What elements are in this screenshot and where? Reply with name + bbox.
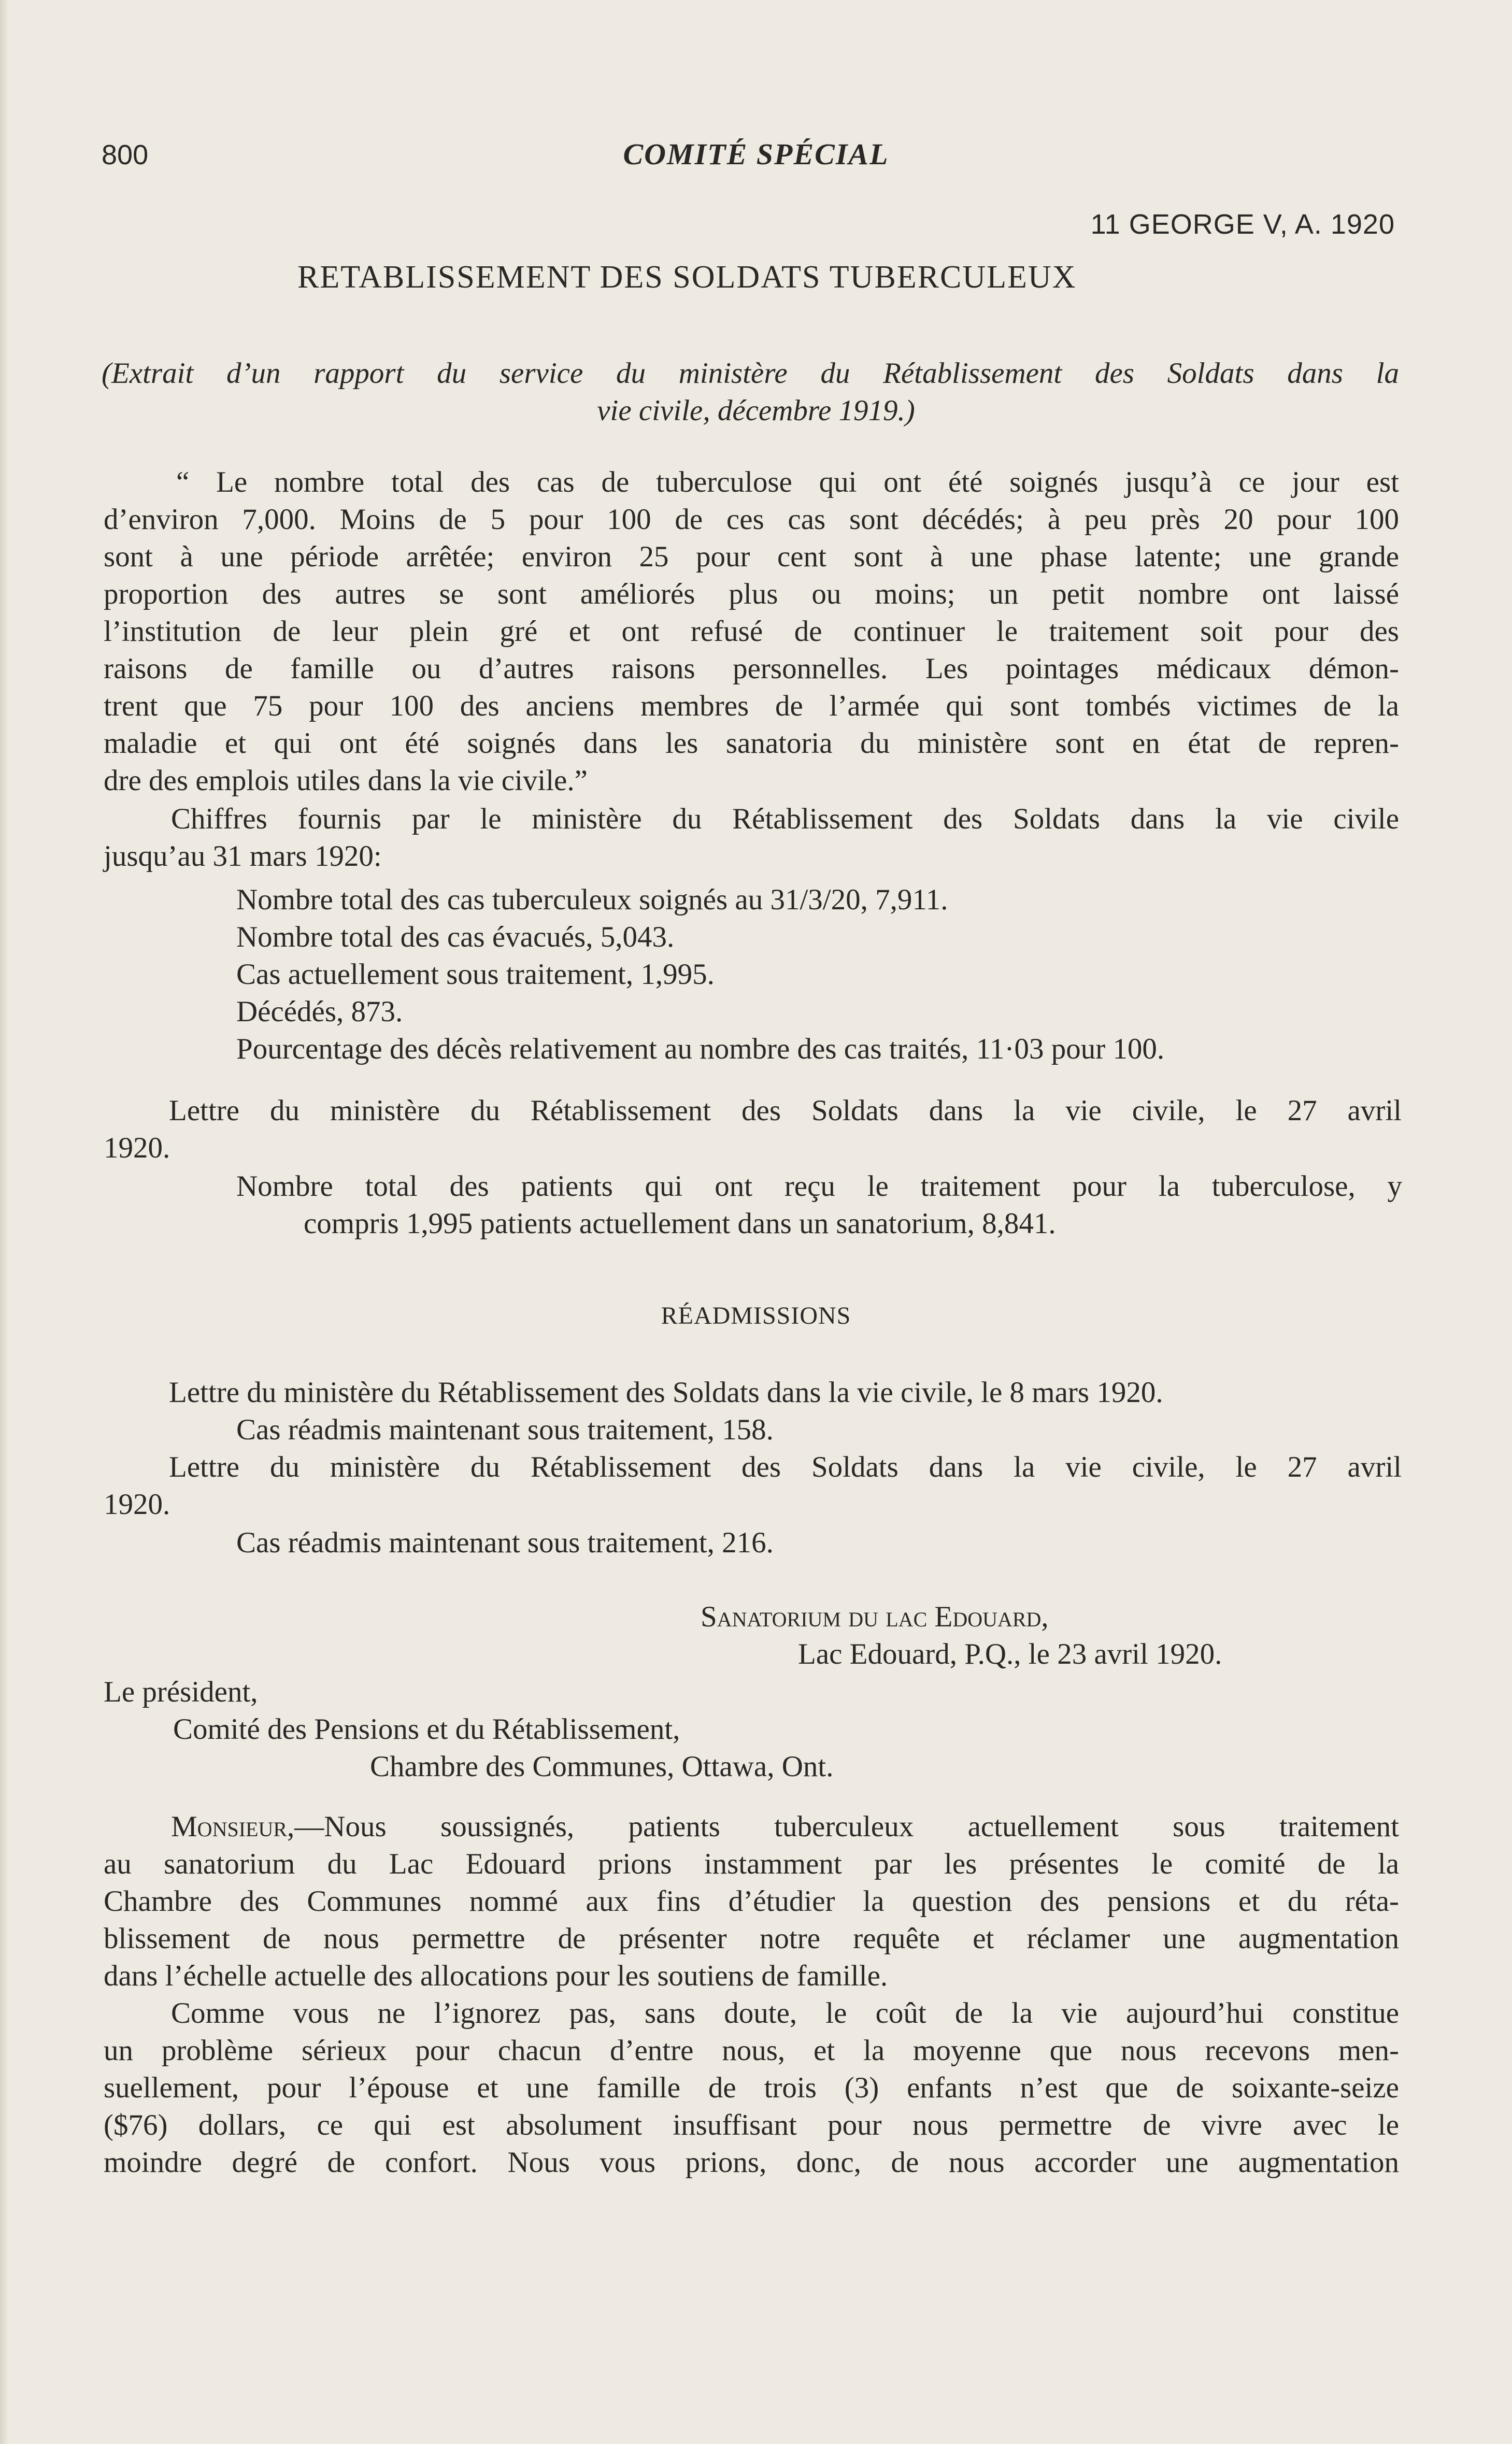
text-line: un problème sérieux pour chacun d’entre nous, et la moyenne que nous recevons men- — [104, 2034, 1399, 2067]
addressee-line-1: Le président, — [104, 1676, 258, 1708]
text-line-part: —Nous soussignés, patients tuberculeux actuellement sous traitement — [294, 1810, 1399, 1843]
readmission-april-detail: Cas réadmis maintenant sous traitement, 216. — [236, 1526, 774, 1559]
running-title: COMITÉ SPÉCIAL — [623, 137, 889, 171]
text-line: Lettre du ministère du Rétablissement des Soldats dans la vie civile, le 27 avril — [169, 1451, 1402, 1483]
figures-intro — [104, 801, 1399, 875]
section-title: RETABLISSEMENT DES SOLDATS TUBERCULEUX — [297, 260, 1077, 295]
text-line: Nombre total des patients qui ont reçu le traitement pour la tuberculose, y — [236, 1170, 1402, 1203]
text-line: l’institution de leur plein gré et ont refusé de continuer le traitement soit pour des — [104, 615, 1399, 648]
text-line: jusqu’au 31 mars 1920: — [104, 840, 382, 873]
extract-note-line-2: vie civile, décembre 1919.) — [597, 394, 915, 427]
text-line: 1920. — [104, 1488, 170, 1521]
text-line: trent que 75 pour 100 des anciens membres de l’armée qui sont tombés victimes de la — [104, 690, 1399, 722]
text-line: moindre degré de confort. Nous vous prions, donc, de nous accorder une augmentation — [104, 2146, 1399, 2179]
text-line: “ Le nombre total des cas de tuberculose qui ont été soignés jusqu’à ce jour est — [176, 466, 1399, 498]
text-line: Chiffres fournis par le ministère du Rétablissement des Soldats dans la vie civile — [171, 803, 1399, 835]
text-line: ($76) dollars, ce qui est absolument insuffisant pour nous permettre de vivre avec le — [104, 2109, 1399, 2141]
text-line: proportion des autres se sont améliorés plus ou moins; un petit nombre ont laissé — [104, 578, 1399, 610]
text-line: dre des emplois utiles dans la vie civile.” — [104, 764, 588, 797]
scan-edge-left — [0, 0, 8, 2444]
list-item: Cas actuellement sous traitement, 1,995. — [236, 958, 715, 991]
readmission-letter-march — [169, 1374, 1402, 1411]
list-item: Nombre total des cas évacués, 5,043. — [236, 921, 675, 953]
addressee-line-2: Comité des Pensions et du Rétablissement, — [173, 1713, 680, 1746]
text-line: au sanatorium du Lac Edouard prions instamment par les présentes le comité de la — [104, 1848, 1399, 1880]
text-line: maladie et qui ont été soignés dans les sanatoria du ministère sont en état de repren- — [104, 727, 1399, 760]
text-line: compris 1,995 patients actuellement dans un sanatorium, 8,841. — [304, 1207, 1056, 1240]
addressee-line-3: Chambre des Communes, Ottawa, Ont. — [370, 1750, 834, 1783]
letter-paragraph-1 — [104, 1808, 1399, 1995]
list-item: Pourcentage des décès relativement au nombre des cas traités, 11·03 pour 100. — [236, 1033, 1165, 1065]
extract-note-line-1: (Extrait d’un rapport du service du ministère du Rétablissement des Soldats dans la — [102, 357, 1399, 390]
letter-place: Sanatorium du lac Edouard, — [701, 1600, 1049, 1633]
list-item: Nombre total des cas tuberculeux soignés au 31/3/20, 7,911. — [236, 883, 948, 916]
readmission-letter-april — [104, 1449, 1402, 1523]
text-line: 1920. — [104, 1132, 170, 1164]
text-line — [104, 1808, 1399, 1846]
letter-paragraph-2 — [104, 1995, 1399, 2181]
text-line: Comme vous ne l’ignorez pas, sans doute, le coût de la vie aujourd’hui constitue — [171, 1997, 1399, 2029]
text-line: dans l’échelle actuelle des allocations pour les soutiens de famille. — [104, 1960, 888, 1992]
list-item: Décédés, 873. — [236, 995, 403, 1028]
letter-location-date: Lac Edouard, P.Q., le 23 avril 1920. — [798, 1638, 1222, 1670]
text-line: Lettre du ministère du Rétablissement des Soldats dans la vie civile, le 8 mars 1920. — [169, 1376, 1163, 1409]
text-line: suellement, pour l’épouse et une famille de trois (3) enfants n’est que de soixante-seize — [104, 2071, 1399, 2104]
letter-april-detail — [236, 1168, 1402, 1242]
salutation: Monsieur, — [171, 1810, 295, 1843]
readmission-march-detail: Cas réadmis maintenant sous traitement, 158. — [236, 1413, 774, 1446]
figures-list — [236, 881, 1402, 1068]
page-number: 800 — [102, 139, 149, 170]
text-line: raisons de famille ou d’autres raisons personnelles. Les pointages médicaux démon- — [104, 652, 1399, 685]
text-line: Lettre du ministère du Rétablissement des Soldats dans la vie civile, le 27 avril — [169, 1094, 1402, 1127]
text-line: d’environ 7,000. Moins de 5 pour 100 de ces cas sont décédés; à peu près 20 pour 100 — [104, 503, 1399, 536]
readmissions-heading: RÉADMISSIONS — [661, 1302, 851, 1330]
text-line: blissement de nous permettre de présenter notre requête et réclamer une augmentation — [104, 1922, 1399, 1955]
quote-paragraph — [104, 464, 1399, 799]
text-line: sont à une période arrêtée; environ 25 pour cent sont à une phase latente; une grande — [104, 540, 1399, 573]
text-line: Chambre des Communes nommé aux fins d’étudier la question des pensions et du réta- — [104, 1885, 1399, 1918]
letter-april — [104, 1092, 1402, 1167]
session-label: 11 GEORGE V, A. 1920 — [1090, 209, 1395, 240]
